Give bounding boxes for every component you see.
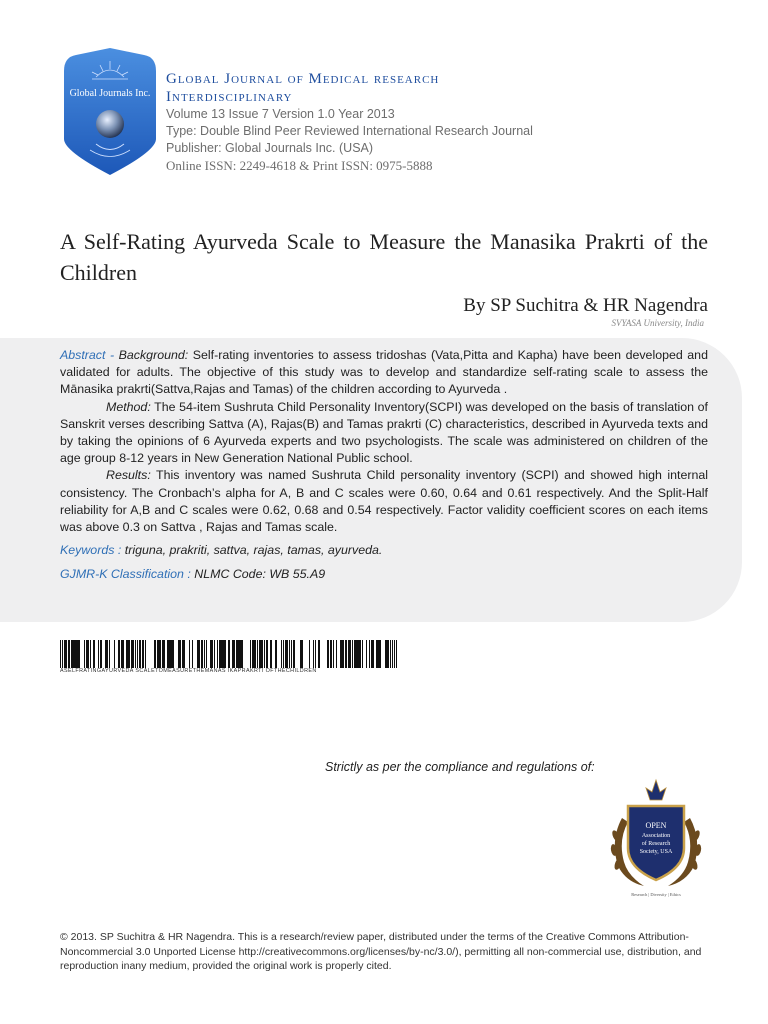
paper-title: A Self-Rating Ayurveda Scale to Measure the Manasika Prakrti of the Children	[60, 229, 708, 285]
keywords-label: Keywords :	[60, 543, 122, 558]
journal-title-line-1: Global Journal of Medical research	[166, 71, 440, 87]
seal-line-3: of Research	[641, 841, 671, 847]
compliance-note: Strictly as per the compliance and regulations of:	[325, 760, 595, 774]
background-text: Self-rating inventories to assess tridoshas (Vata,Pitta and Kapha) have been developed and validated for adults. The objective of this study was to develop and standardize self-rating scale to assess the Mānasika prakrti(Sattva,Rajas and Tamas) of the children according to Ayurveda .	[60, 348, 708, 397]
abstract-lead: Abstract -	[60, 348, 115, 362]
keywords	[60, 542, 708, 559]
classification	[60, 566, 708, 583]
paper-affiliation: SVYASA University, India	[611, 318, 704, 328]
volume-line: Volume 13 Issue 7 Version 1.0 Year 2013	[166, 107, 395, 121]
classification-label: GJMR-K Classification :	[60, 567, 191, 582]
paper-authors: By SP Suchitra & HR Nagendra	[463, 295, 708, 316]
journal-title-line-2: Interdisciplinary	[166, 89, 293, 105]
seal-line-1: OPEN	[645, 821, 667, 830]
seal-motto: Research | Diversity | Ethics	[631, 892, 681, 897]
barcode-text: ASELFRATINGAYURVEDA SCALETOMEASURETHEMANAS IKAPRAKRTI OFTHECHILDREN	[60, 668, 317, 674]
results-text: This inventory was named Sushruta Child personality inventory (SCPI) and showed high internal consistency. The Cronbach’s alpha for A, B and C scales were 0.60, 0.64 and 0.61 respectively. And the Split-Half reliability for A,B and C scales were 0.62, 0.68 and 0.54 respectively. Factor validity coefficient scores on each items was above 0.3 on Sattva , Rajas and Tamas scale.	[60, 468, 709, 535]
abstract	[60, 347, 708, 584]
abstract-background	[60, 347, 708, 399]
journal-logo	[62, 47, 158, 177]
logo-text: Global Journals Inc.	[69, 88, 151, 99]
background-label: Background:	[118, 348, 189, 362]
seal-line-4: Society, USA	[639, 849, 673, 855]
association-seal-icon	[604, 778, 708, 902]
abstract-results	[60, 467, 708, 536]
method-label: Method:	[106, 399, 151, 414]
classification-value: NLMC Code: WB 55.A9	[194, 567, 326, 582]
method-text: The 54-item Sushruta Child Personality Inventory(SCPI) was developed on the basis of translation of Sanskrit verses describing Sattva (A), Rajas(B) and Tamas prakrti (C) characteristics, described in Ayurveda texts and by taking the opinions of 6 Ayurveda experts and two psychologists. The scale was administered on children of the age group 8-12 years in New Generation National Public school.	[60, 399, 709, 466]
journal-shield-icon	[62, 47, 158, 177]
publisher-line: Publisher: Global Journals Inc. (USA)	[166, 141, 374, 155]
keywords-value: triguna, prakriti, sattva, rajas, tamas, ayurveda.	[124, 543, 383, 558]
seal-line-2: Association	[641, 833, 671, 839]
journal-info	[166, 70, 586, 174]
issn-line: Online ISSN: 2249-4618 & Print ISSN: 0975-5888	[166, 158, 433, 173]
results-label: Results:	[106, 468, 151, 483]
license-footer: © 2013. SP Suchitra & HR Nagendra. This is a research/review paper, distributed under the terms of the Creative Commons Attribution-Noncommercial 3.0 Unported License http://creativecommons.org/licenses/by-nc/3.0/), permitting all non-commercial use, distribution, and reproduction inany medium, provided the original work is properly cited.	[60, 931, 702, 973]
abstract-method	[60, 399, 708, 468]
type-line: Type: Double Blind Peer Reviewed International Research Journal	[166, 124, 533, 138]
barcode-icon	[60, 640, 400, 668]
